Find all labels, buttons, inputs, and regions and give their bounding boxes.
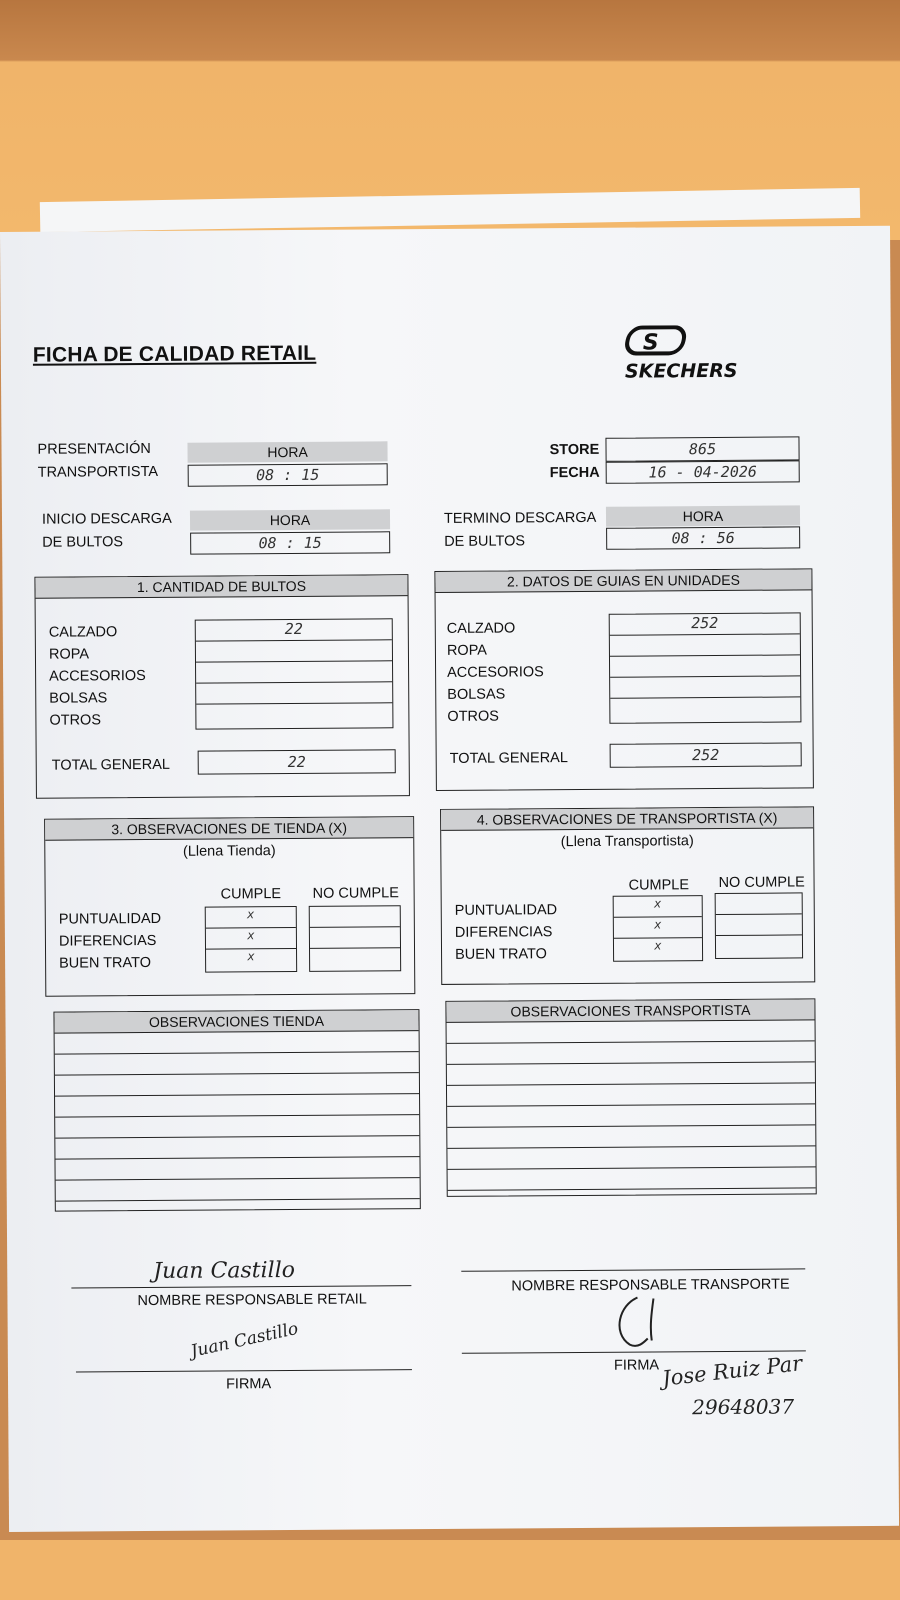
transporte-name-label: NOMBRE RESPONSABLE TRANSPORTE	[511, 1276, 790, 1295]
inicio-bultos-label: DE BULTOS	[42, 534, 124, 551]
section1-total-value: 22	[198, 749, 396, 774]
section1-label-bolsas: BOLSAS	[49, 690, 108, 707]
section4-label-buen-trato: BUEN TRATO	[455, 946, 547, 963]
section4-label-diferencias: DIFERENCIAS	[454, 924, 553, 941]
section4-cumple-header: CUMPLE	[628, 877, 690, 894]
section3-cumple-diferencias: x	[206, 928, 296, 950]
section4-labels	[455, 902, 558, 969]
retail-name-label: NOMBRE RESPONSABLE RETAIL	[137, 1291, 367, 1310]
section3-labels	[59, 911, 162, 978]
form-title: FICHA DE CALIDAD RETAIL	[32, 341, 317, 367]
section2-value-accesorios	[610, 655, 800, 677]
section2-value-calzado: 252	[610, 613, 800, 635]
section4-nocumple-buen-trato	[716, 935, 802, 957]
observaciones-tienda-lines	[55, 1031, 420, 1202]
inicio-hora-header: HORA	[190, 509, 390, 530]
retail-firma-line	[76, 1369, 412, 1372]
section4-cumple-grid	[613, 895, 703, 962]
section3-cumple-header: CUMPLE	[220, 886, 282, 903]
section1-label-accesorios: ACCESORIOS	[49, 667, 146, 685]
termino-descarga-label: TERMINO DESCARGA	[443, 509, 597, 527]
section4-nocumple-puntualidad	[716, 893, 802, 915]
section1-label-ropa: ROPA	[48, 646, 90, 663]
section2-total-label: TOTAL GENERAL	[449, 750, 568, 767]
section2-value-grid	[609, 612, 802, 723]
retail-firma-label: FIRMA	[225, 1376, 272, 1393]
section1-value-bolsas	[196, 682, 392, 704]
section2-total-value: 252	[610, 742, 802, 767]
quality-form-sheet	[0, 226, 899, 1532]
section4-nocumple-diferencias	[716, 914, 802, 936]
fecha-value: 16 - 04-2026	[606, 460, 800, 483]
section4-cumple-diferencias: x	[614, 917, 702, 939]
presentacion-hora-header: HORA	[187, 441, 387, 462]
retail-name-handwritten: Juan Castillo	[153, 1257, 296, 1284]
section1-value-grid	[195, 618, 394, 729]
svg-text:S: S	[642, 330, 659, 356]
section3-nocumple-puntualidad	[310, 906, 400, 928]
section2-label-accesorios: ACCESORIOS	[447, 664, 544, 681]
transporte-firma-label: FIRMA	[613, 1357, 660, 1374]
section3-title: 3. OBSERVACIONES DE TIENDA (X)	[45, 817, 413, 841]
transporte-signature-mark	[607, 1292, 677, 1357]
transportista-label: TRANSPORTISTA	[37, 463, 159, 481]
section4-cumple-buen-trato: x	[654, 938, 662, 953]
section4-no-cumple-grid	[715, 892, 803, 959]
observaciones-tienda-box	[53, 1009, 420, 1212]
section4-cumple-puntualidad: x	[614, 896, 702, 918]
section1-title: 1. CANTIDAD DE BULTOS	[35, 575, 407, 599]
section3-cumple-puntualidad: x	[206, 907, 296, 929]
section3-label-diferencias: DIFERENCIAS	[58, 932, 157, 950]
termino-hora-header: HORA	[606, 505, 800, 526]
section2-title: 2. DATOS DE GUIAS EN UNIDADES	[435, 569, 811, 593]
section3-label-buen-trato: BUEN TRATO	[59, 954, 152, 972]
section2-labels	[447, 620, 544, 731]
presentacion-hora-value: 08 : 15	[188, 463, 388, 486]
section2-label-calzado: CALZADO	[446, 620, 516, 637]
termino-hora-value: 08 : 56	[606, 526, 800, 549]
skechers-logo	[621, 324, 791, 385]
section2-label-ropa: ROPA	[446, 642, 488, 659]
fecha-label: FECHA	[549, 464, 600, 482]
section3-no-cumple-header: NO CUMPLE	[312, 885, 399, 902]
section3-cumple-buen-trato: x	[247, 949, 255, 964]
section3-nocumple-diferencias	[310, 927, 400, 949]
envelope-bottom	[0, 1540, 900, 1600]
observaciones-transportista-lines	[447, 1020, 816, 1191]
logo-wordmark: SKECHERS	[624, 359, 738, 383]
section1-value-otros	[196, 703, 392, 725]
section4-title: 4. OBSERVACIONES DE TRANSPORTISTA (X)	[441, 807, 813, 831]
section1-value-calzado: 22	[196, 619, 392, 641]
section1-value-ropa	[196, 640, 392, 662]
retail-name-line	[71, 1285, 411, 1288]
section2-label-bolsas: BOLSAS	[447, 686, 506, 703]
section4-no-cumple-header: NO CUMPLE	[718, 874, 805, 891]
retail-signature: Juan Castillo	[188, 1318, 301, 1362]
transporte-handwritten-name: Jose Ruiz Par	[661, 1351, 804, 1391]
termino-bultos-label: DE BULTOS	[444, 533, 526, 550]
section2-value-bolsas	[610, 676, 800, 698]
inicio-hora-value: 08 : 15	[190, 531, 390, 554]
presentacion-label: PRESENTACIÓN	[37, 440, 151, 458]
section3-label-puntualidad: PUNTUALIDAD	[58, 910, 162, 928]
section4-subtitle: (Llena Transportista)	[560, 833, 694, 851]
section2-value-ropa	[610, 634, 800, 656]
section4-label-puntualidad: PUNTUALIDAD	[454, 902, 558, 919]
section3-no-cumple-grid	[309, 905, 401, 972]
section1-value-accesorios	[196, 661, 392, 683]
transporte-handwritten-id: 29648037	[692, 1394, 795, 1420]
transporte-name-line	[461, 1268, 805, 1271]
store-label: STORE	[549, 441, 600, 459]
section3-subtitle: (Llena Tienda)	[182, 843, 276, 860]
section1-labels	[49, 624, 146, 735]
observaciones-transportista-title: OBSERVACIONES TRANSPORTISTA	[446, 999, 814, 1023]
section1-total-label: TOTAL GENERAL	[51, 756, 170, 774]
store-value: 865	[605, 436, 799, 461]
section3-cumple-grid	[205, 906, 297, 973]
section2-value-otros	[610, 697, 800, 719]
observaciones-transportista-box	[445, 998, 816, 1197]
inicio-descarga-label: INICIO DESCARGA	[41, 510, 172, 528]
section2-label-otros: OTROS	[447, 708, 500, 725]
section1-label-calzado: CALZADO	[48, 624, 118, 641]
observaciones-tienda-title: OBSERVACIONES TIENDA	[54, 1010, 418, 1034]
section1-label-otros: OTROS	[49, 712, 102, 729]
section3-nocumple-buen-trato	[310, 948, 400, 970]
